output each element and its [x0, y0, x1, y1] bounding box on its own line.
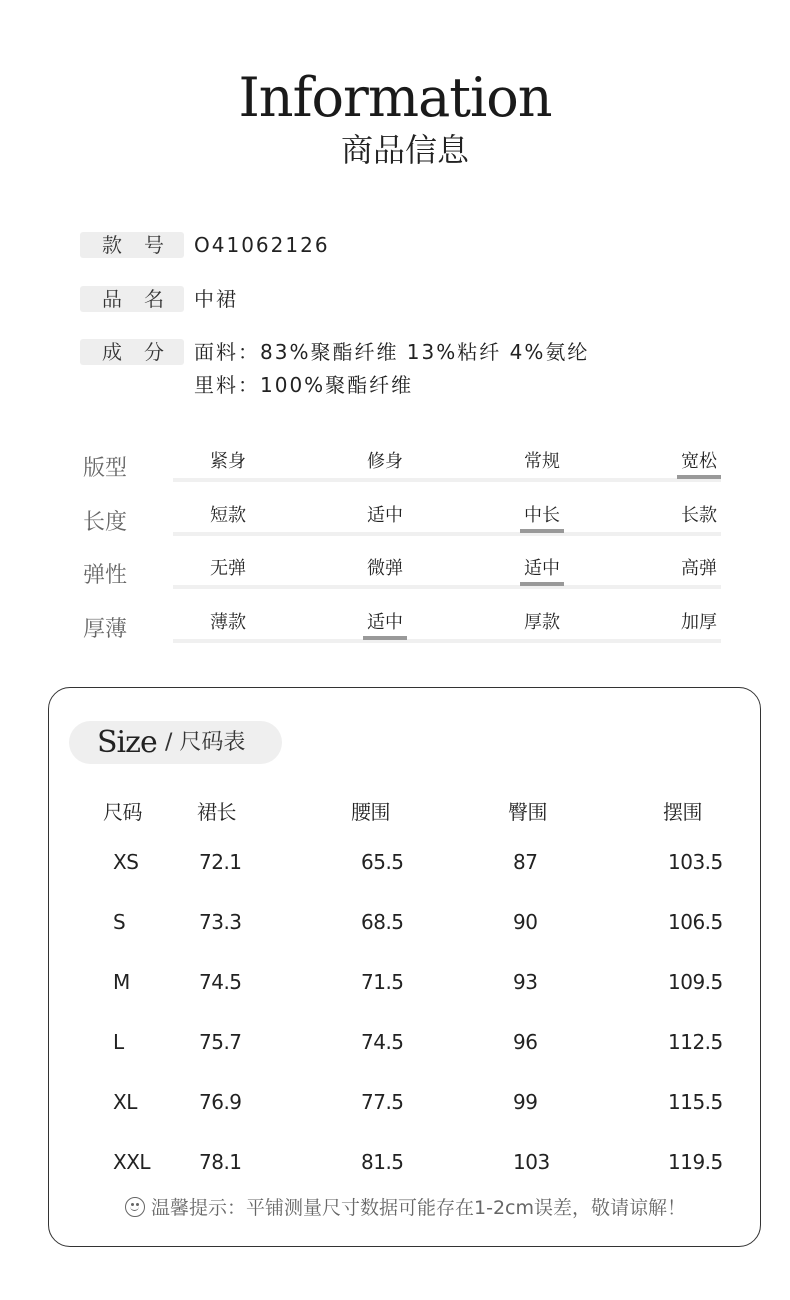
measurement-cell: 65.5 [361, 850, 404, 874]
smile-icon [125, 1197, 145, 1217]
attribute-option-selected [365, 608, 405, 634]
composition-lining: 里料：100%聚酯纤维 [194, 373, 414, 397]
size-chart-title [69, 721, 282, 764]
label-char: 成 [102, 340, 126, 364]
style-number-value: O41062126 [194, 233, 330, 257]
measurement-cell: 99 [513, 1090, 538, 1114]
measurement-cell: 81.5 [361, 1150, 404, 1174]
product-name-value: 中裙 [194, 287, 238, 311]
size-title-cn: / 尺码表 [165, 730, 246, 755]
attribute-row [80, 604, 740, 654]
option-label: 无弹 [210, 558, 246, 579]
size-label-cell: XXL [113, 1150, 151, 1174]
label-char: 名 [144, 287, 168, 311]
attribute-option [365, 501, 405, 527]
attribute-track [173, 639, 721, 643]
measurement-cell: 75.7 [199, 1030, 242, 1054]
measurement-cell: 77.5 [361, 1090, 404, 1114]
attribute-option [522, 447, 562, 473]
measurement-cell: 90 [513, 910, 538, 934]
attribute-name: 弹性 [83, 563, 128, 588]
attribute-option [208, 501, 248, 527]
measurement-cell: 73.3 [199, 910, 242, 934]
option-label: 薄款 [210, 612, 246, 633]
attribute-row [80, 550, 740, 600]
size-label-cell: L [113, 1030, 124, 1054]
measurement-cell: 93 [513, 970, 538, 994]
measurement-cell: 74.5 [361, 1030, 404, 1054]
option-label: 适中 [524, 558, 560, 579]
option-label: 适中 [367, 505, 403, 526]
attribute-option [679, 554, 719, 580]
measurement-cell: 68.5 [361, 910, 404, 934]
measurement-cell: 87 [513, 850, 538, 874]
size-label-cell: S [113, 910, 126, 934]
attribute-option [365, 554, 405, 580]
option-label: 厚款 [524, 612, 560, 633]
attribute-name: 厚薄 [83, 617, 128, 642]
attribute-option [365, 447, 405, 473]
measurement-cell: 106.5 [668, 910, 723, 934]
size-title-en: Size [97, 725, 157, 760]
composition-fabric: 面料：83%聚酯纤维 13%粘纤 4%氨纶 [194, 340, 590, 364]
attribute-row [80, 443, 740, 493]
label-char: 分 [144, 340, 168, 364]
column-header: 尺码 [103, 800, 142, 824]
option-label: 修身 [367, 451, 403, 472]
label-char: 品 [102, 287, 126, 311]
attribute-option [208, 554, 248, 580]
option-label: 宽松 [681, 451, 717, 472]
option-label: 常规 [524, 451, 560, 472]
attribute-option-selected [522, 501, 562, 527]
measurement-cell: 115.5 [668, 1090, 723, 1114]
option-label: 短款 [210, 505, 246, 526]
label-char: 号 [144, 233, 168, 257]
note-text: 温馨提示：平铺测量尺寸数据可能存在1-2cm误差，敬请谅解！ [151, 1197, 686, 1219]
measurement-cell: 119.5 [668, 1150, 723, 1174]
label-char: 款 [102, 233, 126, 257]
option-label: 长款 [681, 505, 717, 526]
measurement-cell: 103.5 [668, 850, 723, 874]
size-label-cell: M [113, 970, 130, 994]
measurement-cell: 112.5 [668, 1030, 723, 1054]
measurement-cell: 103 [513, 1150, 550, 1174]
style-number-label [80, 232, 184, 258]
attribute-option [208, 447, 248, 473]
measurement-cell: 76.9 [199, 1090, 242, 1114]
option-label: 加厚 [681, 612, 717, 633]
product-name-label [80, 286, 184, 312]
option-label: 高弹 [681, 558, 717, 579]
measurement-cell: 71.5 [361, 970, 404, 994]
size-label-cell: XL [113, 1090, 137, 1114]
attribute-track [173, 585, 721, 589]
measurement-note [49, 1193, 762, 1220]
column-header: 腰围 [351, 800, 390, 824]
option-label: 紧身 [210, 451, 246, 472]
measurement-cell: 78.1 [199, 1150, 242, 1174]
attribute-option [679, 501, 719, 527]
attribute-name: 长度 [83, 510, 128, 535]
selected-marker [363, 636, 407, 640]
measurement-cell: 72.1 [199, 850, 242, 874]
attribute-option-selected [679, 447, 719, 473]
attribute-row [80, 497, 740, 547]
option-label: 适中 [367, 612, 403, 633]
size-label-cell: XS [113, 850, 139, 874]
option-label: 中长 [524, 505, 560, 526]
attribute-option [208, 608, 248, 634]
attribute-option [522, 608, 562, 634]
composition-label [80, 339, 184, 365]
attribute-option-selected [522, 554, 562, 580]
measurement-cell: 96 [513, 1030, 538, 1054]
selected-marker [677, 475, 721, 479]
selected-marker [520, 582, 564, 586]
selected-marker [520, 529, 564, 533]
attribute-track [173, 478, 721, 482]
column-header: 摆围 [663, 800, 702, 824]
column-header: 裙长 [197, 800, 236, 824]
attribute-name: 版型 [83, 456, 128, 481]
page-title: Information [238, 66, 552, 129]
size-chart-card [48, 687, 761, 1247]
column-header: 臀围 [508, 800, 547, 824]
attribute-option [679, 608, 719, 634]
measurement-cell: 74.5 [199, 970, 242, 994]
measurement-cell: 109.5 [668, 970, 723, 994]
option-label: 微弹 [367, 558, 403, 579]
page-subtitle: 商品信息 [340, 131, 469, 169]
attribute-track [173, 532, 721, 536]
